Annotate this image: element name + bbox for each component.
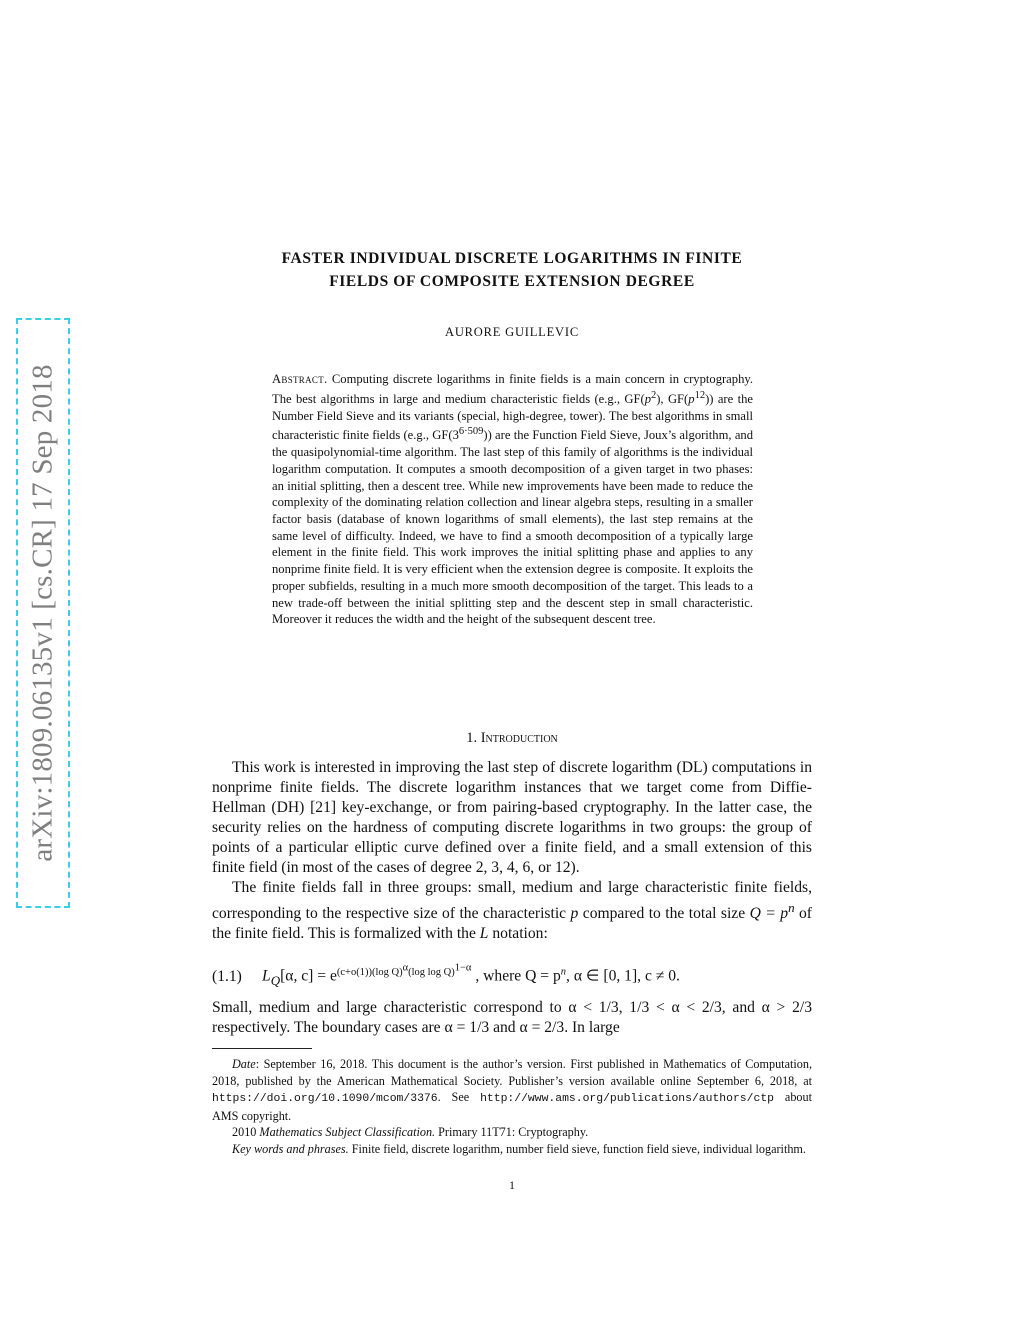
- abstract-math-3: 3: [452, 428, 459, 443]
- eq-lhs: L: [262, 967, 271, 985]
- abstract-exp-12: 12: [694, 389, 706, 401]
- body-text: [212, 758, 812, 944]
- abstract-heading: Abstract.: [272, 372, 328, 386]
- eq-lhs-sub: Q: [270, 972, 281, 988]
- paragraph-1: This work is interested in improving the last step of discrete logarithm (DL) computations in nonprime finite fields. The discrete logarithm instances that we target come from Diffie-Hellman (DH) [21] key-exchange, or from pairing-based cryptography. In the latter case, the security relies on the hardness of computing discrete logarithms in two groups: the group of points of a particular elliptic curve defined over a finite field, and a small extension of this finite field (in most of the cases of degree 2, 3, 4, 6, or 12).: [212, 759, 812, 876]
- abstract-exp-2: 2: [650, 389, 657, 401]
- title-line-2: FIELDS OF COMPOSITE EXTENSION DEGREE: [329, 272, 695, 290]
- paper-title: [212, 248, 812, 293]
- paragraph-2-text-2: compared to the total size: [578, 905, 750, 923]
- eq-exponent-alpha: α: [402, 962, 409, 973]
- eq-exponent-1ma: 1−α: [454, 962, 472, 973]
- abstract-exp-6509: 6·509: [458, 426, 484, 438]
- abstract-math-p2: p: [688, 391, 695, 406]
- section-heading: [212, 730, 812, 747]
- msc-year: 2010: [232, 1125, 260, 1140]
- abstract-text-4: )) are the Function Field Sieve, Joux’s algorithm, and the quasipolynomial-time algorithm. The last step of this family of algorithms is the individual logarithm computation. It computes a smooth decomposition of a given target in two phases: an initial splitting, then a descent tree. While new improvements have been made to reduce the complexity of the dominating relation collection and linear algebra steps, resulting in a smaller factor basis (database of known logarithms of small elements), the last step remains at the same level of difficulty. Indeed, we have to find a smooth decomposition of a typically large element in the finite field. This work improves the initial splitting phase and applies to any nonprime finite field. It is very efficient when the extension degree is composite. It exploits the proper subfields, resulting in a much more smooth decomposition of the target. This leads to a new trade-off between the initial splitting step and the descent step in small characteristic. Moreover it reduces the width and the height of the subsequent descent tree.: [272, 428, 753, 627]
- abstract-text-2: ), GF(: [656, 391, 689, 406]
- paragraph-3: Small, medium and large characteristic correspond to α < 1/3, 1/3 < α < 2/3, and α > 2/3 respectively. The boundary cases are α = 1/3 and α = 2/3. In large: [212, 999, 812, 1036]
- footnote-copyright: about AMS copyright.: [212, 1090, 812, 1123]
- title-line-1: FASTER INDIVIDUAL DISCRETE LOGARITHMS IN FINITE: [281, 250, 743, 267]
- eq-lhs-args: [α, c] = e: [280, 967, 337, 985]
- paragraph-2-text-1: The finite fields fall in three groups: small, medium and large characteristic finite fields, corresponding to the respective size of the characteristic: [212, 879, 812, 923]
- section-title: Introduction: [480, 730, 558, 746]
- abstract-text-3: )) are the Number Field Sieve and its variants (special, high-degree, tower). The best algorithms in small characteristic finite fields (e.g., GF(: [272, 391, 753, 443]
- page-number: 1: [509, 1178, 515, 1192]
- footnote-see: . See: [437, 1090, 481, 1105]
- paragraph-2-text-3: of the finite field. This is formalized with the: [212, 905, 812, 943]
- section-number: 1.: [466, 730, 478, 746]
- footnotes: [212, 1056, 812, 1158]
- footnote-msc: [212, 1124, 812, 1141]
- footnote-rule: [212, 1048, 312, 1049]
- arxiv-identifier: arXiv:1809.06135v1 [cs.CR] 17 Sep 2018: [26, 364, 59, 862]
- msc-label: Mathematics Subject Classification.: [259, 1125, 436, 1140]
- arxiv-stamp: [16, 318, 70, 908]
- math-var-n: n: [788, 900, 795, 915]
- equation-number: (1.1): [212, 968, 242, 985]
- paragraph-2: [212, 878, 812, 944]
- math-var-q: Q = p: [749, 905, 789, 923]
- abstract: [272, 371, 753, 628]
- keywords-label: Key words and phrases.: [232, 1141, 349, 1156]
- abstract-text-1: Computing discrete logarithms in finite fields is a main concern in cryptography. The best algorithms in large and medium characteristic fields (e.g., GF(: [272, 372, 753, 406]
- math-var-p: p: [570, 905, 579, 923]
- msc-text: Primary 11T71: Cryptography.: [435, 1125, 589, 1140]
- eq-rhs-2: , α ∈ [0, 1], c ≠ 0.: [566, 967, 680, 985]
- footnote-date-label: Date: [232, 1057, 256, 1071]
- ams-link[interactable]: http://www.ams.org/publications/authors/ctp: [480, 1093, 774, 1106]
- eq-exponent-2: (log log Q): [408, 966, 455, 978]
- footnote-date: [212, 1056, 812, 1124]
- author-name: AURORE GUILLEVIC: [445, 325, 579, 339]
- math-var-l: L: [479, 925, 489, 943]
- footnote-keywords: [212, 1141, 812, 1158]
- eq-rhs-n: n: [560, 966, 567, 978]
- keywords-text: Finite field, discrete logarithm, number field sieve, function field sieve, individual logarithm.: [348, 1141, 806, 1156]
- footnote-date-text: : September 16, 2018. This document is the author’s version. First published in Mathematics of Computation, 2018, published by the American Mathematical Society. Publisher’s version available online September 6, 2018, at: [212, 1057, 812, 1088]
- eq-exponent: (c+o(1))(log Q): [336, 966, 403, 978]
- paragraph-2-text-4: notation:: [488, 925, 548, 943]
- equation-body: [262, 962, 680, 989]
- doi-link[interactable]: https://doi.org/10.1090/mcom/3376: [212, 1093, 438, 1106]
- abstract-math-p1: p: [644, 391, 651, 406]
- eq-rhs: , where Q = p: [471, 967, 561, 985]
